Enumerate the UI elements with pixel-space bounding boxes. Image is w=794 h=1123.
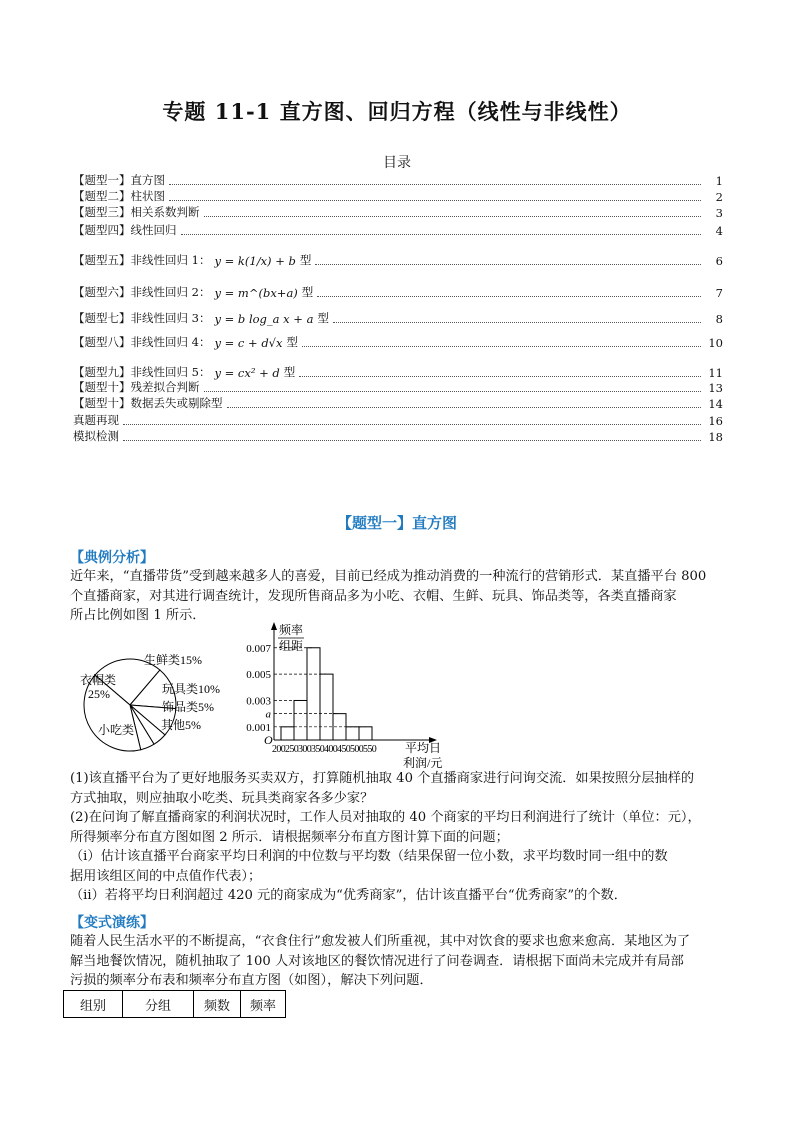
pie-label-toys: 玩具类10% — [162, 682, 220, 696]
histogram-bar — [281, 727, 294, 740]
toc-suffix: 型 — [317, 311, 329, 325]
toc-row[interactable] — [73, 284, 723, 300]
question-line: (1)该直播平台为了更好地服务买卖双方，打算随机抽取 40 个直播商家进行问询交流．如果按照分层抽样的 — [70, 771, 695, 786]
toc-leader — [123, 440, 701, 441]
toc-suffix: 型 — [286, 335, 298, 349]
question-line: 方式抽取，则应抽取小吃类、玩具类商家各多少家？ — [70, 790, 374, 806]
toc-row[interactable] — [73, 188, 723, 204]
question-line: （ⅰ）估计该直播平台商家平均日利润的中位数与平均数（结果保留一位小数，求平均数时同一组中的数 — [70, 849, 668, 864]
toc-label: 模拟检测 — [73, 429, 119, 443]
example-line: 近年来，“直播带货”受到越来越多人的喜爱，目前已经成为推动消费的一种流行的营销形式．某直播平台 800 — [70, 569, 707, 584]
practice-line: 随着人民生活水平的不断提高，“衣食住行”愈发被人们所重视，其中对饮食的要求也愈来愈高．某地区为了 — [70, 934, 691, 949]
x-tick-label: 450 — [337, 744, 351, 755]
practice-line: 污损的频率分布表和频率分布直方图（如图），解决下列问题． — [70, 973, 433, 988]
toc-label: 【题型四】线性回归 — [73, 223, 177, 237]
toc-page-number: 13 — [708, 381, 723, 395]
x-tick-label: 200 — [272, 744, 286, 755]
questions-block — [70, 769, 730, 906]
practice-paragraph — [70, 932, 730, 991]
toc-page-number: 6 — [715, 254, 723, 268]
question-line: (2)在问询了解直播商家的利润状况时，工作人员对抽取的 40 个商家的平均日利润进行了统计（单位：元）， — [70, 810, 701, 825]
table-header-cell: 频数 — [194, 991, 241, 1018]
toc-suffix: 型 — [299, 253, 312, 267]
toc-suffix: 型 — [283, 365, 296, 379]
toc-row[interactable] — [73, 379, 723, 395]
histogram-bar — [359, 727, 372, 740]
section-heading: 【题型一】直方图 — [336, 514, 457, 532]
example-line: 所占比例如图 1 所示． — [70, 608, 206, 623]
toc-label: 【题型三】相关系数判断 — [73, 205, 200, 219]
histogram-bar — [294, 700, 307, 740]
toc-formula: y = b log_a x + a — [214, 312, 314, 326]
toc-label: 【题型七】非线性回归 3： — [73, 311, 211, 325]
toc-page-number: 2 — [715, 190, 723, 204]
toc-row[interactable] — [73, 395, 723, 411]
toc-page-number: 11 — [708, 366, 723, 380]
x-tick-label: 300 — [298, 744, 312, 755]
toc-leader — [227, 407, 702, 408]
toc-page-number: 10 — [708, 336, 723, 350]
x-tick-label: 550 — [363, 744, 377, 755]
table-header-cell: 分组 — [123, 991, 194, 1018]
table-header-cell: 组别 — [64, 991, 123, 1018]
toc-page-number: 16 — [708, 414, 723, 428]
y-tick-label: 0.001 — [246, 721, 271, 734]
toc-label: 【题型九】非线性回归 5： — [73, 365, 211, 379]
toc-leader — [169, 200, 701, 201]
question-line: 据用该组区间的中点值作代表）； — [70, 868, 262, 884]
toc-formula: y = cx² + d — [214, 366, 280, 380]
pie-label-fresh: 生鲜类15% — [144, 653, 202, 667]
example-line: 个直播商家，对其进行调查统计，发现所售商品多为小吃、衣帽、生鲜、玩具、饰品类等，各类直播商家 — [70, 588, 677, 604]
toc-page-number: 3 — [715, 206, 723, 220]
toc-page-number: 18 — [708, 430, 723, 444]
question-line: 所得频率分布直方图如图 2 所示．请根据频率分布直方图计算下面的问题； — [70, 829, 509, 845]
toc-label: 【题型五】非线性回归 1： — [73, 253, 211, 267]
toc-formula: y = m^(bx+a) — [214, 286, 298, 300]
toc-page-number: 4 — [715, 224, 723, 238]
frequency-table — [63, 990, 286, 1018]
table-header-cell: 频率 — [241, 991, 286, 1018]
x-tick-label: 400 — [324, 744, 338, 755]
toc-formula: y = k(1/x) + b — [214, 254, 296, 268]
toc-leader — [181, 234, 702, 235]
y-tick-label: a — [265, 708, 271, 721]
toc-page-number: 1 — [715, 174, 723, 188]
toc-page-number: 14 — [708, 397, 723, 411]
toc-row[interactable] — [73, 412, 723, 428]
toc-leader — [204, 216, 702, 217]
practice-tag: 【变式演练】 — [70, 915, 154, 931]
toc-label: 【题型十】数据丢失或剔除型 — [73, 396, 223, 410]
toc-label: 【题型六】非线性回归 2： — [73, 285, 211, 299]
pie-label-other: 其他5% — [161, 718, 201, 732]
histogram-chart — [240, 620, 470, 768]
x-axis-label-top: 平均日 — [405, 741, 442, 755]
toc-heading: 目录 — [383, 155, 411, 171]
toc-row[interactable] — [73, 310, 723, 326]
x-tick-label: 250 — [285, 744, 299, 755]
toc-row[interactable] — [73, 222, 723, 238]
y-axis-label-bottom: 组距 — [279, 639, 304, 653]
example-paragraph — [70, 567, 730, 626]
x-tick-label: 500 — [350, 744, 364, 755]
y-tick-label: 0.007 — [246, 642, 271, 655]
x-tick-label: 350 — [311, 744, 325, 755]
toc-leader — [333, 322, 701, 323]
y-axis-label-top: 频率 — [279, 623, 304, 637]
y-tick-label: 0.005 — [246, 669, 271, 682]
pie-label-apparel: 衣帽类 — [80, 673, 117, 687]
question-line: （ⅱ）若将平均日利润超过 420 元的商家成为“优秀商家”，估计该直播平台“优秀商家”的个数． — [70, 888, 627, 903]
toc-row[interactable] — [73, 252, 723, 268]
toc-row[interactable] — [73, 364, 723, 380]
toc-suffix: 型 — [301, 285, 314, 299]
toc-row[interactable] — [73, 204, 723, 220]
toc-leader — [169, 184, 701, 185]
toc-label: 【题型一】直方图 — [73, 173, 165, 187]
table-header-row — [64, 991, 286, 1018]
pie-label-snacks: 小吃类 — [98, 723, 135, 737]
origin-label: O — [264, 733, 273, 747]
x-axis-label-bottom: 利润/元 — [403, 756, 443, 768]
toc-row[interactable] — [73, 428, 723, 444]
toc-leader — [317, 296, 701, 297]
toc-formula: y = c + d√x — [214, 336, 283, 350]
toc-label: 【题型十】残差拟合判断 — [73, 380, 200, 394]
y-tick-label: 0.003 — [246, 695, 271, 708]
toc-label: 真题再现 — [73, 413, 119, 427]
y-axis-arrow — [271, 622, 277, 630]
toc-page-number: 7 — [715, 286, 723, 300]
toc-row[interactable] — [73, 334, 723, 350]
toc-leader — [315, 264, 701, 265]
toc-leader — [204, 391, 702, 392]
histogram-bar — [346, 727, 359, 740]
pie-chart — [68, 640, 238, 760]
toc-leader — [299, 376, 701, 377]
practice-line: 解当地餐饮情况，随机抽取了 100 人对该地区的餐饮情况进行了问卷调查．请根据下面尚未完成并有局部 — [70, 953, 684, 969]
histogram-bar — [320, 674, 333, 740]
toc-row[interactable] — [73, 172, 723, 188]
toc-leader — [302, 346, 701, 347]
toc-leader — [123, 424, 701, 425]
page-title: 专题 11-1 直方图、回归方程（线性与非线性） — [162, 99, 632, 124]
example-tag: 【典例分析】 — [70, 550, 154, 566]
toc-label: 【题型八】非线性回归 4： — [73, 335, 211, 349]
pie-label-apparel-pct: 25% — [88, 687, 110, 701]
toc-label: 【题型二】柱状图 — [73, 189, 165, 203]
toc-page-number: 8 — [715, 312, 723, 326]
histogram-bar — [307, 648, 320, 740]
pie-label-jewelry: 饰品类5% — [162, 700, 214, 714]
